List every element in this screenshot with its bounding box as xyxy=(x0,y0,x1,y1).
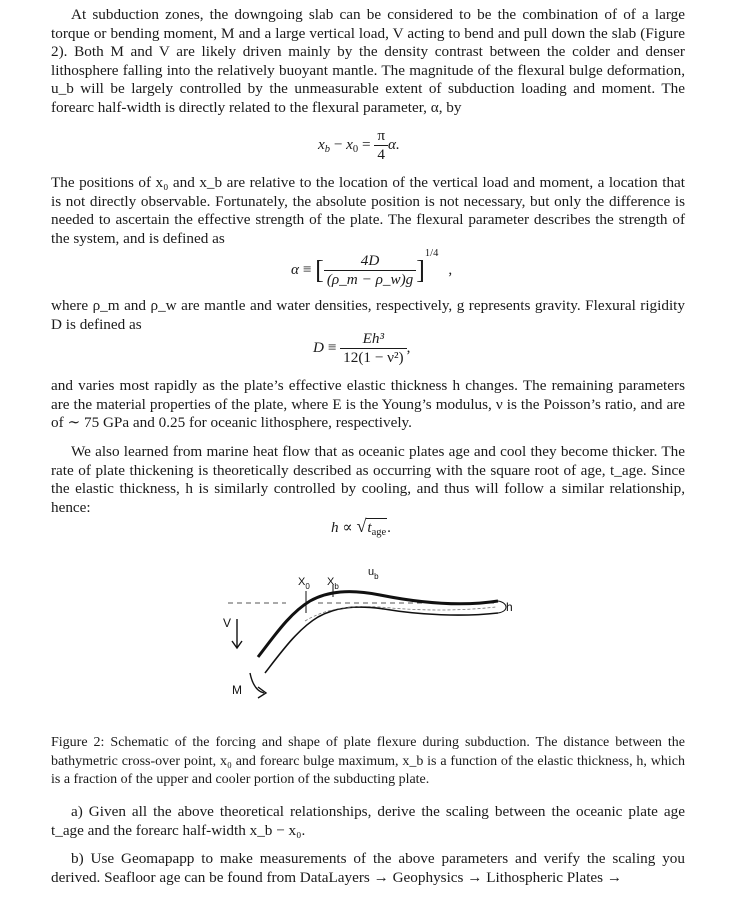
eq2-right-bracket: ] xyxy=(416,255,425,285)
eq4-t-sub: age xyxy=(371,527,387,538)
paragraph-positions: The positions of x₀ and x_b are relative to the location of the vertical load and moment, a location that is not directly observable. Fortunately, the absolute position is not necessary, but only the difference is needed to ascertain the effective strength of the plate. The flexural parameter describes the strength of the system, and is defined as xyxy=(51,174,685,247)
eq4-h: h xyxy=(331,519,339,536)
equation-flexural-rigidity xyxy=(313,330,410,367)
question-b: b) Use Geomapapp to make measurements of the above parameters and verify the scaling you derived. Seafloor age can be found from DataLayers → Geophysics → Lithospheric Plates → xyxy=(51,850,685,886)
equation-forearc-half-width xyxy=(318,127,400,164)
label-h: h xyxy=(506,600,513,614)
plate-internal-dashed-line xyxy=(305,607,496,621)
thickness-brace xyxy=(498,601,506,613)
eq2-comma: , xyxy=(448,261,453,278)
paragraph-densities: where ρ_m and ρ_w are mantle and water densities, respectively, g represents gravity. Flexural rigidity D is defined as xyxy=(51,297,685,333)
label-v: V xyxy=(223,616,232,630)
eq1-den: 4 xyxy=(374,145,388,164)
eq1-num: π xyxy=(377,127,386,144)
eq2-den: (ρ_m − ρ_w)g xyxy=(324,270,416,289)
paragraph-material-properties: and varies most rapidly as the plate’s effective elastic thickness h changes. The remaining parameters are the material properties of the plate, where E is the Young’s modulus, ν is the Poisson’s ratio, and are of ∼ 75 GPa and 0.25 for oceanic lithosphere, respectively. xyxy=(51,377,685,432)
eq4-period: . xyxy=(387,519,391,536)
label-x0-sub: 0 xyxy=(305,582,310,591)
eq1-xb: x xyxy=(318,135,325,153)
label-ub-sub: b xyxy=(374,572,379,581)
paragraph-heat-flow: We also learned from marine heat flow that as oceanic plates age and cool they become thicker. The rate of plate thickening is theoretically described as occurring with the square root of age, t_age. Since the elastic thickness, h is similarly controlled by cooling, and thus will follow a similar relationship, hence: xyxy=(51,443,685,516)
eq2-equiv: ≡ xyxy=(298,261,316,278)
plate-flexure-figure xyxy=(0,555,749,715)
eq4-proportional: ∝ xyxy=(338,519,357,536)
eq3-den: 12(1 − ν²) xyxy=(340,348,406,367)
figure-caption: Figure 2: Schematic of the forcing and shape of plate flexure during subduction. The distance between the bathymetric cross-over point, x₀ and forearc bulge maximum, x_b is a function of the elastic thickness, h, which is a fraction of the upper and cooler portion of the subducting plate. xyxy=(51,735,685,788)
paragraph-intro: At subduction zones, the downgoing slab can be considered to be the combination of of a large torque or bending moment, M and a large vertical load, V acting to bend and pull down the slab (Figure 2). Both M and V are likely driven mainly by the density contrast between the colder and denser lithosphere falling into the relatively buoyant mantle. The magnitude of the flexural bulge deformation, u_b will be largely controlled by the unmeasurable extent of subduction loading and moment. The forearc half-width is directly related to the flexural parameter, α, by xyxy=(51,6,685,116)
equation-thickness-scaling xyxy=(331,516,391,538)
eq2-num: 4D xyxy=(360,252,380,270)
eq2-exponent: 1/4 xyxy=(424,248,439,259)
eq1-equals: = xyxy=(358,135,375,153)
eq1-fraction xyxy=(374,127,388,164)
label-x0 xyxy=(298,576,310,591)
eq4-sqrt-sign: √ xyxy=(356,516,367,536)
eq3-d: D xyxy=(313,338,324,356)
eq3-fraction xyxy=(340,330,406,367)
eq1-alpha: α. xyxy=(388,135,400,153)
label-x0-main: X xyxy=(298,576,306,588)
eq1-x0-sub: 0 xyxy=(352,143,359,155)
eq1-x0: x xyxy=(346,135,353,153)
eq1-minus: − xyxy=(330,135,347,153)
label-xb-main: X xyxy=(327,576,335,588)
label-ub-main: u xyxy=(368,566,375,578)
eq3-comma: , xyxy=(406,338,411,356)
question-a: a) Given all the above theoretical relationships, derive the scaling between the oceanic plate age t_age and the forearc half-width x_b − x₀. xyxy=(51,803,685,839)
plate-bottom-surface xyxy=(265,607,498,673)
eq2-fraction xyxy=(324,252,416,289)
eq4-radicand xyxy=(366,518,387,536)
eq2-alpha: α xyxy=(291,261,299,278)
eq2-left-bracket: [ xyxy=(315,255,324,285)
label-ub xyxy=(368,566,379,581)
equation-flexural-parameter xyxy=(291,248,452,289)
plate-top-surface xyxy=(258,592,498,657)
eq4-t: t xyxy=(367,519,372,536)
label-m: M xyxy=(232,683,242,697)
eq1-xb-sub: b xyxy=(324,143,330,155)
eq3-num: Eh³ xyxy=(362,330,385,347)
label-xb-sub: b xyxy=(334,582,339,591)
eq3-equiv: ≡ xyxy=(323,338,341,356)
